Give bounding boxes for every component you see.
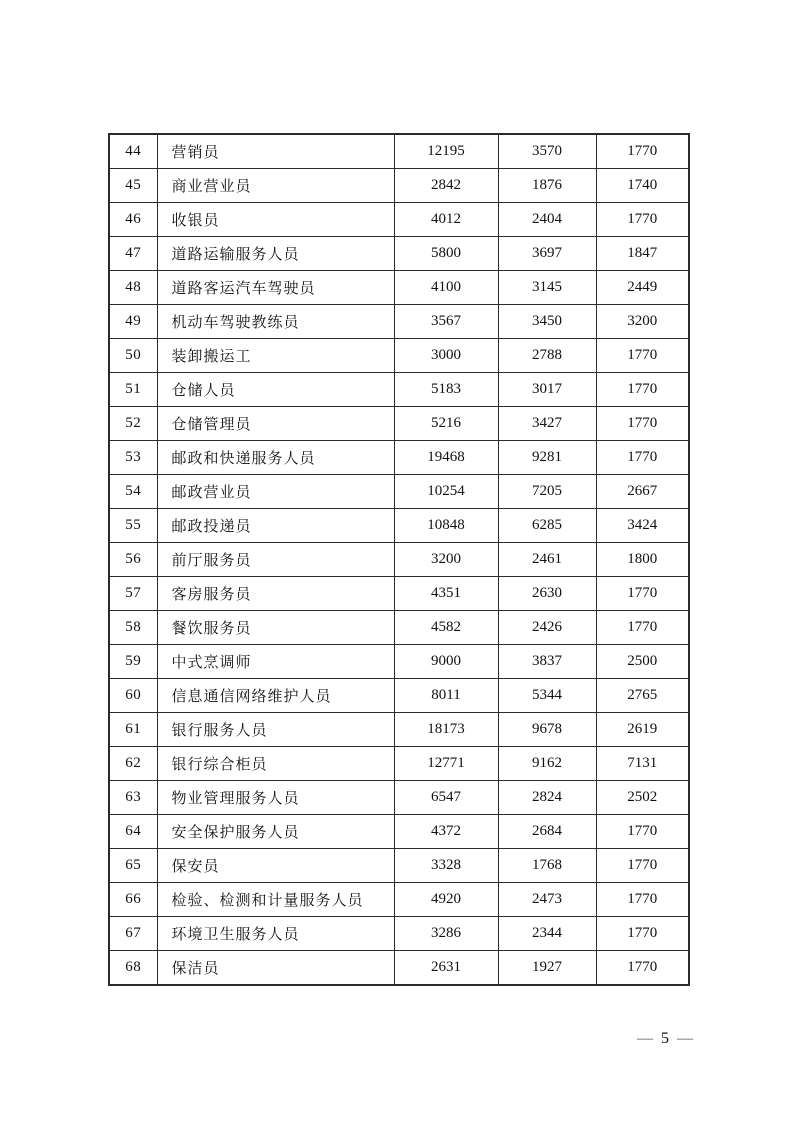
- value-cell-3: 1770: [596, 611, 689, 645]
- value-cell-3: 1770: [596, 815, 689, 849]
- value-cell-2: 2684: [498, 815, 596, 849]
- occupation-name-cell: 银行服务人员: [157, 713, 394, 747]
- value-cell-2: 9678: [498, 713, 596, 747]
- value-cell-3: 1770: [596, 203, 689, 237]
- value-cell-3: 1770: [596, 134, 689, 169]
- row-index-cell: 65: [109, 849, 157, 883]
- occupation-name-cell: 银行综合柜员: [157, 747, 394, 781]
- occupation-name-cell: 中式烹调师: [157, 645, 394, 679]
- value-cell-2: 2824: [498, 781, 596, 815]
- value-cell-2: 3570: [498, 134, 596, 169]
- page-number: 5: [661, 1030, 669, 1047]
- table-row: [109, 305, 689, 339]
- row-index-cell: 57: [109, 577, 157, 611]
- table-row: [109, 441, 689, 475]
- value-cell-3: 2500: [596, 645, 689, 679]
- value-cell-1: 5800: [394, 237, 498, 271]
- value-cell-1: 5183: [394, 373, 498, 407]
- value-cell-1: 19468: [394, 441, 498, 475]
- table-row: [109, 407, 689, 441]
- table-row: [109, 169, 689, 203]
- occupation-name-cell: 机动车驾驶教练员: [157, 305, 394, 339]
- row-index-cell: 67: [109, 917, 157, 951]
- value-cell-1: 10254: [394, 475, 498, 509]
- value-cell-1: 12195: [394, 134, 498, 169]
- row-index-cell: 59: [109, 645, 157, 679]
- value-cell-2: 9162: [498, 747, 596, 781]
- table-row: [109, 815, 689, 849]
- occupation-name-cell: 保安员: [157, 849, 394, 883]
- table-row: [109, 543, 689, 577]
- value-cell-3: 1770: [596, 883, 689, 917]
- occupation-name-cell: 前厅服务员: [157, 543, 394, 577]
- value-cell-2: 6285: [498, 509, 596, 543]
- value-cell-3: 1800: [596, 543, 689, 577]
- table-row: [109, 611, 689, 645]
- page-footer: [600, 1030, 730, 1048]
- value-cell-1: 10848: [394, 509, 498, 543]
- row-index-cell: 52: [109, 407, 157, 441]
- value-cell-2: 3145: [498, 271, 596, 305]
- row-index-cell: 46: [109, 203, 157, 237]
- occupation-name-cell: 道路客运汽车驾驶员: [157, 271, 394, 305]
- value-cell-3: 3200: [596, 305, 689, 339]
- row-index-cell: 47: [109, 237, 157, 271]
- occupation-name-cell: 仓储人员: [157, 373, 394, 407]
- row-index-cell: 44: [109, 134, 157, 169]
- row-index-cell: 61: [109, 713, 157, 747]
- value-cell-2: 1927: [498, 951, 596, 986]
- value-cell-2: 9281: [498, 441, 596, 475]
- value-cell-3: 1770: [596, 577, 689, 611]
- occupation-name-cell: 营销员: [157, 134, 394, 169]
- footer-dash-left: —: [637, 1030, 653, 1047]
- table-row: [109, 475, 689, 509]
- value-cell-2: 2426: [498, 611, 596, 645]
- row-index-cell: 54: [109, 475, 157, 509]
- value-cell-1: 4372: [394, 815, 498, 849]
- table-row: [109, 134, 689, 169]
- value-cell-2: 1876: [498, 169, 596, 203]
- value-cell-1: 12771: [394, 747, 498, 781]
- value-cell-3: 2667: [596, 475, 689, 509]
- value-cell-1: 3328: [394, 849, 498, 883]
- footer-dash-right: —: [677, 1030, 693, 1047]
- value-cell-3: 2765: [596, 679, 689, 713]
- row-index-cell: 68: [109, 951, 157, 986]
- occupation-name-cell: 邮政投递员: [157, 509, 394, 543]
- value-cell-3: 1740: [596, 169, 689, 203]
- row-index-cell: 50: [109, 339, 157, 373]
- value-cell-1: 5216: [394, 407, 498, 441]
- table-row: [109, 849, 689, 883]
- table-row: [109, 781, 689, 815]
- value-cell-1: 2631: [394, 951, 498, 986]
- value-cell-2: 2788: [498, 339, 596, 373]
- value-cell-2: 7205: [498, 475, 596, 509]
- value-cell-2: 2461: [498, 543, 596, 577]
- occupation-name-cell: 环境卫生服务人员: [157, 917, 394, 951]
- occupation-name-cell: 收银员: [157, 203, 394, 237]
- row-index-cell: 58: [109, 611, 157, 645]
- occupation-name-cell: 邮政和快递服务人员: [157, 441, 394, 475]
- table-row: [109, 237, 689, 271]
- value-cell-2: 3697: [498, 237, 596, 271]
- table-row: [109, 883, 689, 917]
- value-cell-1: 4351: [394, 577, 498, 611]
- salary-table: [108, 133, 690, 986]
- row-index-cell: 53: [109, 441, 157, 475]
- table-row: [109, 747, 689, 781]
- value-cell-1: 3286: [394, 917, 498, 951]
- salary-table-body: [109, 134, 689, 985]
- value-cell-2: 3427: [498, 407, 596, 441]
- value-cell-1: 3567: [394, 305, 498, 339]
- value-cell-1: 4012: [394, 203, 498, 237]
- value-cell-3: 1770: [596, 951, 689, 986]
- row-index-cell: 51: [109, 373, 157, 407]
- value-cell-2: 3450: [498, 305, 596, 339]
- occupation-name-cell: 仓储管理员: [157, 407, 394, 441]
- value-cell-3: 7131: [596, 747, 689, 781]
- table-row: [109, 917, 689, 951]
- value-cell-2: 2344: [498, 917, 596, 951]
- row-index-cell: 45: [109, 169, 157, 203]
- table-row: [109, 645, 689, 679]
- occupation-name-cell: 邮政营业员: [157, 475, 394, 509]
- value-cell-3: 1770: [596, 917, 689, 951]
- occupation-name-cell: 检验、检测和计量服务人员: [157, 883, 394, 917]
- row-index-cell: 62: [109, 747, 157, 781]
- value-cell-2: 2473: [498, 883, 596, 917]
- value-cell-1: 8011: [394, 679, 498, 713]
- value-cell-1: 6547: [394, 781, 498, 815]
- row-index-cell: 63: [109, 781, 157, 815]
- value-cell-3: 1770: [596, 849, 689, 883]
- value-cell-1: 18173: [394, 713, 498, 747]
- value-cell-2: 2404: [498, 203, 596, 237]
- value-cell-1: 2842: [394, 169, 498, 203]
- value-cell-3: 1770: [596, 441, 689, 475]
- occupation-name-cell: 物业管理服务人员: [157, 781, 394, 815]
- table-row: [109, 271, 689, 305]
- row-index-cell: 56: [109, 543, 157, 577]
- occupation-name-cell: 道路运输服务人员: [157, 237, 394, 271]
- table-row: [109, 339, 689, 373]
- value-cell-3: 1770: [596, 373, 689, 407]
- value-cell-1: 3000: [394, 339, 498, 373]
- value-cell-2: 3017: [498, 373, 596, 407]
- value-cell-1: 4100: [394, 271, 498, 305]
- row-index-cell: 55: [109, 509, 157, 543]
- occupation-name-cell: 商业营业员: [157, 169, 394, 203]
- occupation-name-cell: 信息通信网络维护人员: [157, 679, 394, 713]
- table-row: [109, 951, 689, 986]
- row-index-cell: 64: [109, 815, 157, 849]
- table-row: [109, 713, 689, 747]
- occupation-name-cell: 餐饮服务员: [157, 611, 394, 645]
- occupation-name-cell: 安全保护服务人员: [157, 815, 394, 849]
- occupation-name-cell: 装卸搬运工: [157, 339, 394, 373]
- table-row: [109, 577, 689, 611]
- value-cell-2: 5344: [498, 679, 596, 713]
- table-row: [109, 509, 689, 543]
- table-row: [109, 203, 689, 237]
- occupation-name-cell: 客房服务员: [157, 577, 394, 611]
- value-cell-2: 2630: [498, 577, 596, 611]
- table-row: [109, 373, 689, 407]
- occupation-name-cell: 保洁员: [157, 951, 394, 986]
- table-row: [109, 679, 689, 713]
- value-cell-2: 1768: [498, 849, 596, 883]
- value-cell-1: 9000: [394, 645, 498, 679]
- value-cell-3: 1847: [596, 237, 689, 271]
- value-cell-1: 3200: [394, 543, 498, 577]
- value-cell-1: 4582: [394, 611, 498, 645]
- value-cell-3: 2502: [596, 781, 689, 815]
- value-cell-3: 1770: [596, 339, 689, 373]
- value-cell-1: 4920: [394, 883, 498, 917]
- value-cell-3: 3424: [596, 509, 689, 543]
- value-cell-2: 3837: [498, 645, 596, 679]
- value-cell-3: 2619: [596, 713, 689, 747]
- row-index-cell: 48: [109, 271, 157, 305]
- value-cell-3: 2449: [596, 271, 689, 305]
- row-index-cell: 66: [109, 883, 157, 917]
- value-cell-3: 1770: [596, 407, 689, 441]
- row-index-cell: 60: [109, 679, 157, 713]
- row-index-cell: 49: [109, 305, 157, 339]
